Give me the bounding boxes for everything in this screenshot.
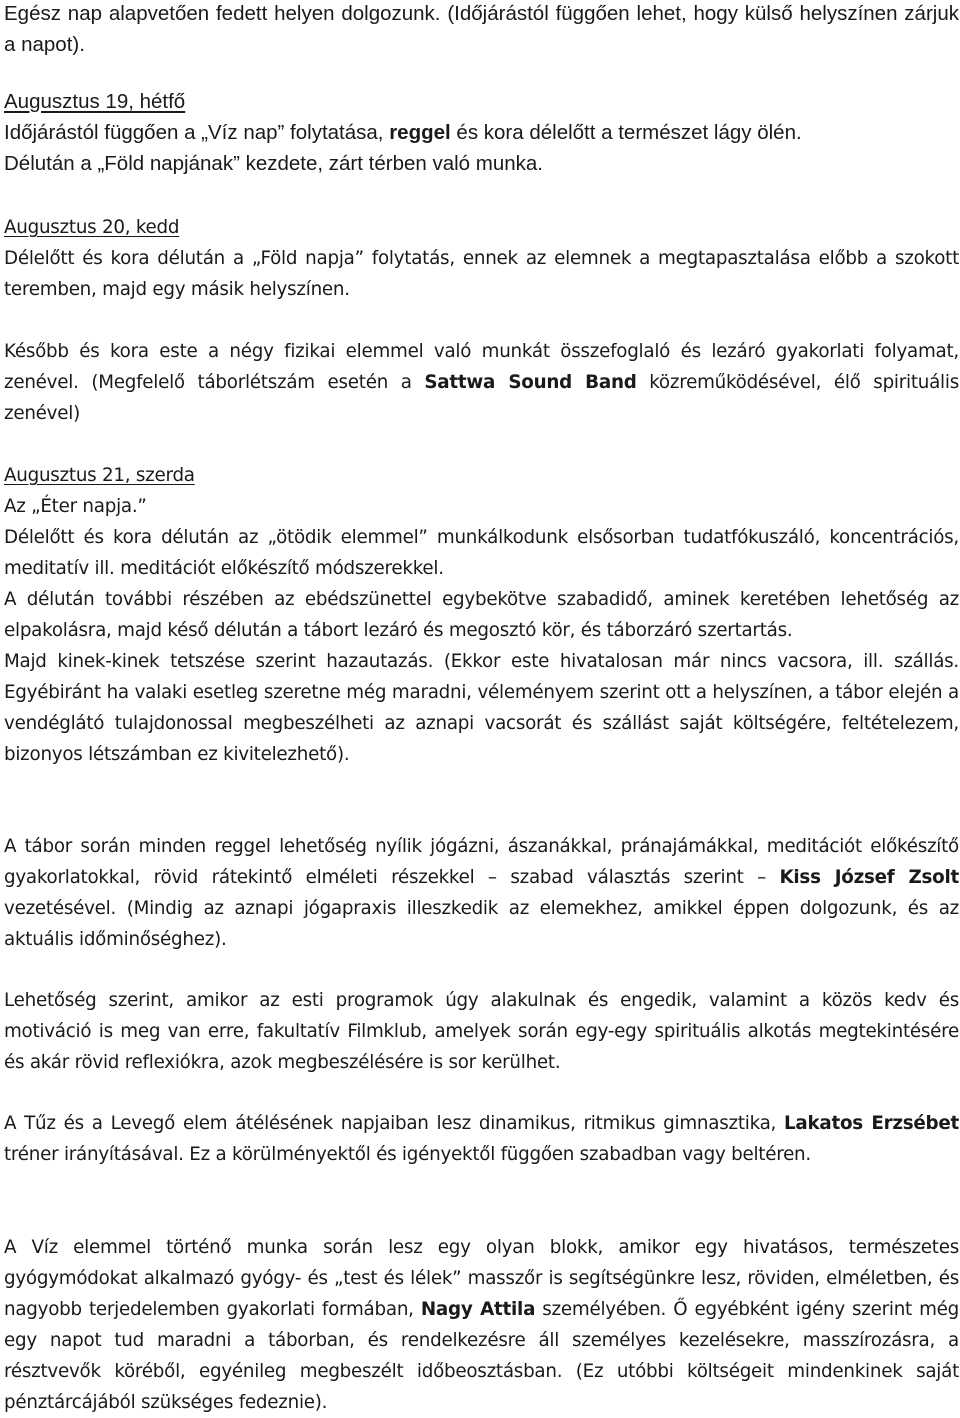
masseur-name: Nagy Attila [420,1299,536,1320]
yoga-teacher-name: Kiss József Zsolt [779,867,959,888]
aug21-paragraph-3: Majd kinek-kinek tetszése szerint hazautazás. (Ekkor este hivatalosan már nincs vacsora, ill. szállás. Egyébiránt ha valaki esetleg szeretne még maradni, véleményem szerint ott a helyszínen, a tábor elején a vendéglátó tulajdonossal megbeszélheti az aznapi vacsorát és szállást saját költségére, feltételezem, bizonyos létszámban ez kivitelezhető). [4,651,959,765]
aug20-p2-c: közreműködésével, élő spirituális zenével) [4,372,959,424]
aug19-line-1-c: és kora délelőtt a természet lágy ölén. [450,121,802,144]
gym-a: A Tűz és a Levegő elem átélésének napjaiban lesz dinamikus, ritmikus gimnasztika, [4,1113,784,1134]
aug19-line-1 [4,117,959,148]
aug19-heading: Augusztus 19, hétfő [4,90,186,113]
aug19-line-2: Délután a „Föld napjának” kezdete, zárt térben való munka. [4,152,543,175]
aug19-line-1-bold: reggel [389,121,451,144]
gym-c: tréner irányításával. Ez a körülményektől és igényektől függően szabadban vagy beltéren. [4,1144,811,1165]
gym-trainer-name: Lakatos Erzsébet [784,1113,959,1134]
aug21-heading: Augusztus 21, szerda [4,465,195,486]
massage-a: A Víz elemmel történő munka során lesz egy olyan blokk, amikor egy hivatásos, természetes gyógymódokat alkalmazó gyógy- és „test és lélek” masszőr is segítségünkre lesz, röviden, elméletben, és nagyobb terjedelemben gyakorlati formában, [4,1237,959,1320]
aug20-p2-a: Később és kora este a négy fizikai elemmel való munkát összefoglaló és lezáró gyakorlati folyamat, zenével. (Megfelelő táborlétszám esetén a [4,341,959,393]
intro-paragraph: Egész nap alapvetően fedett helyen dolgozunk. (Időjárástól függően lehet, hogy külső helyszínen zárjuk a napot). [4,2,959,56]
aug20-section [4,212,959,305]
aug21-section [4,460,959,770]
aug19-line-1-a: Időjárástól függően a „Víz nap” folytatása, [4,121,390,144]
massage-paragraph [4,1232,959,1418]
aug19-section [4,86,959,179]
aug21-line-1: Az „Éter napja.” [4,496,147,517]
yoga-paragraph [4,831,959,955]
filmclub-paragraph: Lehetőség szerint, amikor az esti programok úgy alakulnak és engedik, valamint a közös kedv és motiváció is meg van erre, fakultatív Filmklub, amelyek során egy-egy spirituális alkotás megtekintésére és akár rövid reflexiókra, azok megbeszélésére is sor kerülhet. [4,990,959,1073]
aug20-paragraph-1: Délelőtt és kora délután a „Föld napja” folytatás, ennek az elemnek a megtapasztalása előbb a szokott teremben, majd egy másik helyszínen. [4,248,959,300]
yoga-c: vezetésével. (Mindig az aznapi jógapraxis illeszkedik az elemekhez, amikkel éppen dolgozunk, és az aktuális időminőséghez). [4,898,959,950]
aug20-heading: Augusztus 20, kedd [4,217,180,238]
aug20-paragraph-2 [4,336,959,429]
aug21-paragraph-1: Délelőtt és kora délután az „ötödik elemmel” munkálkodunk elsősorban tudatfókuszáló, koncentrációs, meditatív ill. meditációt előkészítő módszerekkel. [4,527,959,579]
massage-c: személyében. Ő egyébként igény szerint még egy napot tud maradni a táborban, és rendelkezésre áll személyes kezelésekre, masszírozásra, a résztvevők köréből, egyénileg megbeszélt időbeosztásban. (Ez utóbbi költségeit mindenkinek saját pénztárcájából szükséges fedeznie). [4,1299,959,1413]
gymnastics-paragraph [4,1108,959,1170]
aug21-paragraph-2: A délután további részében az ebédszünettel egybekötve szabadidő, aminek keretében lehetőség az elpakolásra, majd késő délután a tábort lezáró és megosztó kör, és táborzáró szertartás. [4,589,959,641]
yoga-a: A tábor során minden reggel lehetőség nyílik jógázni, ászanákkal, pránajámákkal, meditációt előkészítő gyakorlatokkal, rövid rátekintő elméleti részekkel – szabad választás szerint – [4,836,959,888]
band-name: Sattwa Sound Band [424,372,637,393]
